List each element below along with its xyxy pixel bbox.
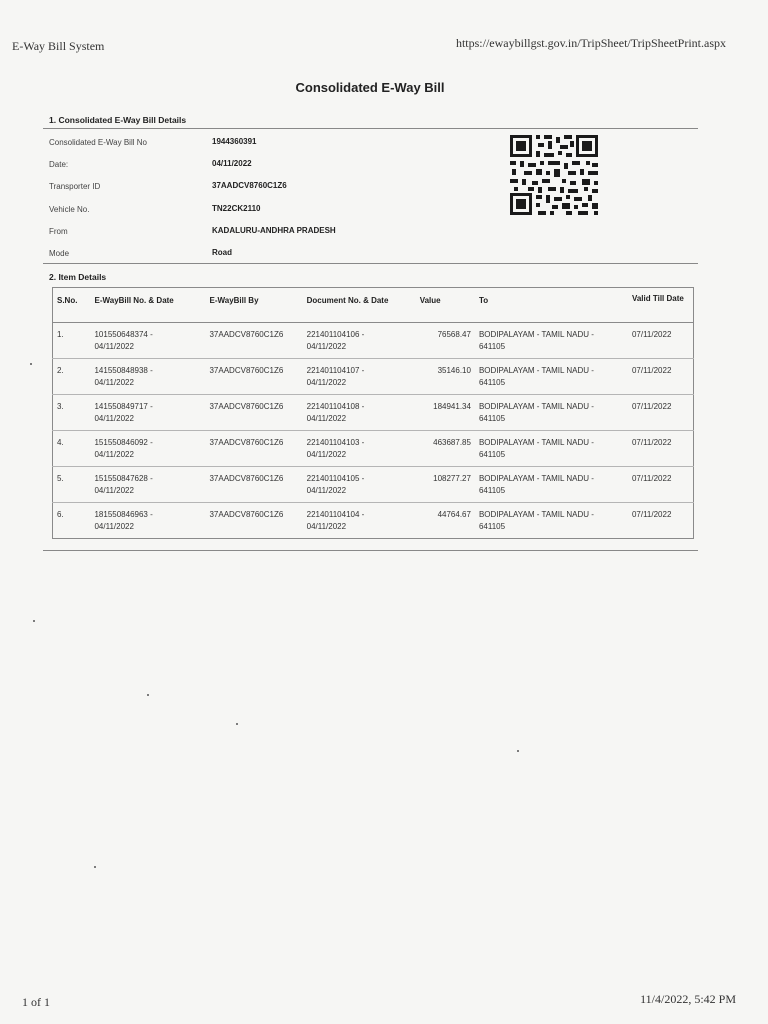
cell-sno-sno: 6. (57, 510, 64, 519)
scan-speck (33, 620, 35, 622)
cell-to-to-place: BODIPALAYAM - TAMIL NADU - (478, 474, 594, 483)
cell-ewaybill-by-by: 37AADCV8760C1Z6 (209, 474, 284, 483)
cell-to-to-pin: 641105 (478, 414, 506, 423)
page-title: Consolidated E-Way Bill (295, 80, 445, 95)
cell-ewaybill-no-date (90, 431, 205, 467)
print-header-title: E-Way Bill System (12, 39, 105, 53)
cell-ewaybill-no-date (90, 467, 205, 503)
cell-to-to-place: BODIPALAYAM - TAMIL NADU - (478, 402, 594, 411)
cell-value (416, 431, 475, 467)
cell-sno-sno: 4. (57, 438, 64, 447)
cell-valid-till-valid-till: 07/11/2022 (631, 402, 672, 411)
table-row (53, 395, 694, 431)
cell-document-no-date-doc-no: 221401104106 - (306, 330, 365, 339)
header-document-no-date: Document No. & Date (303, 288, 416, 323)
scan-speck (94, 866, 96, 868)
detail-value-from: KADALURU-ANDHRA PRADESH (212, 226, 336, 235)
detail-value-bill-no: 1944360391 (212, 137, 257, 146)
cell-valid-till (628, 395, 694, 431)
cell-to (475, 323, 628, 359)
cell-to-to-place: BODIPALAYAM - TAMIL NADU - (478, 330, 594, 339)
cell-sno-sno: 1. (57, 330, 64, 339)
cell-ewaybill-by (205, 503, 302, 539)
cell-ewaybill-by (205, 323, 302, 359)
cell-ewaybill-no-date-ewb-date: 04/11/2022 (94, 522, 134, 531)
cell-document-no-date-doc-date: 04/11/2022 (306, 522, 347, 531)
cell-to-to-pin: 641105 (478, 342, 506, 351)
item-details-table (52, 287, 694, 539)
header-ewaybill-by: E-WayBill By (205, 288, 302, 323)
cell-ewaybill-no-date-ewb-date: 04/11/2022 (94, 414, 134, 423)
page-number: 1 of 1 (22, 995, 50, 1009)
scan-speck (236, 723, 238, 725)
section-divider (43, 550, 698, 551)
cell-ewaybill-no-date (90, 503, 205, 539)
detail-label-date: Date: (49, 160, 69, 169)
cell-to (475, 431, 628, 467)
cell-to-to-pin: 641105 (478, 450, 506, 459)
cell-ewaybill-no-date-ewb-no: 141550849717 - (94, 402, 153, 411)
cell-ewaybill-by (205, 431, 302, 467)
cell-value-value: 108277.27 (433, 474, 471, 483)
detail-label-vehicle-no: Vehicle No. (49, 205, 90, 214)
cell-to-to-pin: 641105 (478, 486, 506, 495)
table-row (53, 503, 694, 539)
cell-valid-till (628, 467, 694, 503)
scan-speck (517, 750, 519, 752)
cell-valid-till (628, 323, 694, 359)
table-row (53, 323, 694, 359)
section-heading-item-details: 2. Item Details (49, 272, 107, 282)
cell-value-value: 35146.10 (437, 366, 471, 375)
cell-value-value: 463687.85 (433, 438, 471, 447)
cell-valid-till (628, 431, 694, 467)
cell-to-to-place: BODIPALAYAM - TAMIL NADU - (478, 510, 594, 519)
cell-valid-till-valid-till: 07/11/2022 (631, 510, 672, 519)
section-divider (43, 128, 698, 129)
section-heading-bill-details: 1. Consolidated E-Way Bill Details (49, 115, 187, 125)
table-row (53, 431, 694, 467)
cell-document-no-date (303, 467, 416, 503)
cell-document-no-date-doc-no: 221401104103 - (306, 438, 365, 447)
cell-document-no-date (303, 503, 416, 539)
cell-to-to-place: BODIPALAYAM - TAMIL NADU - (478, 366, 594, 375)
cell-valid-till-valid-till: 07/11/2022 (631, 330, 672, 339)
detail-label-bill-no: Consolidated E-Way Bill No (49, 138, 147, 147)
cell-ewaybill-by-by: 37AADCV8760C1Z6 (209, 402, 284, 411)
cell-document-no-date-doc-date: 04/11/2022 (306, 450, 347, 459)
cell-to (475, 359, 628, 395)
cell-value-value: 184941.34 (433, 402, 471, 411)
cell-to (475, 395, 628, 431)
cell-ewaybill-no-date-ewb-date: 04/11/2022 (94, 378, 134, 387)
detail-value-vehicle-no: TN22CK2110 (212, 204, 261, 213)
scan-speck (30, 363, 32, 365)
cell-sno-sno: 2. (57, 366, 64, 375)
cell-ewaybill-by-by: 37AADCV8760C1Z6 (209, 510, 284, 519)
cell-to (475, 503, 628, 539)
detail-value-mode: Road (212, 248, 232, 257)
cell-to-to-place: BODIPALAYAM - TAMIL NADU - (478, 438, 594, 447)
table-row (53, 467, 694, 503)
header-value: Value (416, 288, 475, 323)
print-header-url: https://ewaybillgst.gov.in/TripSheet/TripSheetPrint.aspx (455, 36, 726, 50)
cell-ewaybill-by-by: 37AADCV8760C1Z6 (209, 438, 284, 447)
cell-valid-till-valid-till: 07/11/2022 (631, 474, 672, 483)
qr-code-icon (508, 133, 600, 217)
cell-ewaybill-no-date (90, 395, 205, 431)
header-ewaybill-no-date: E-WayBill No. & Date (90, 288, 205, 323)
cell-ewaybill-by (205, 467, 302, 503)
scan-speck (147, 694, 149, 696)
cell-document-no-date (303, 395, 416, 431)
cell-ewaybill-by-by: 37AADCV8760C1Z6 (209, 366, 284, 375)
cell-value-value: 76568.47 (437, 330, 471, 339)
cell-document-no-date-doc-date: 04/11/2022 (306, 486, 347, 495)
print-timestamp: 11/4/2022, 5:42 PM (640, 992, 736, 1006)
cell-document-no-date-doc-no: 221401104105 - (306, 474, 365, 483)
cell-document-no-date (303, 431, 416, 467)
detail-label-from: From (49, 227, 68, 236)
cell-value-value: 44764.67 (437, 510, 471, 519)
cell-ewaybill-no-date (90, 323, 205, 359)
cell-valid-till-valid-till: 07/11/2022 (631, 366, 672, 375)
cell-ewaybill-no-date-ewb-no: 151550847628 - (94, 474, 153, 483)
cell-ewaybill-by (205, 395, 302, 431)
cell-sno-sno: 5. (57, 474, 64, 483)
cell-document-no-date-doc-date: 04/11/2022 (306, 342, 347, 351)
cell-ewaybill-no-date-ewb-date: 04/11/2022 (94, 450, 134, 459)
cell-valid-till-valid-till: 07/11/2022 (631, 438, 672, 447)
detail-value-date: 04/11/2022 (212, 159, 252, 168)
cell-ewaybill-no-date (90, 359, 205, 395)
cell-sno (53, 395, 91, 431)
cell-value (416, 323, 475, 359)
header-sno: S.No. (53, 288, 91, 323)
cell-sno (53, 323, 91, 359)
cell-ewaybill-no-date-ewb-no: 181550846963 - (94, 510, 153, 519)
cell-value (416, 467, 475, 503)
cell-value (416, 395, 475, 431)
cell-to (475, 467, 628, 503)
cell-ewaybill-no-date-ewb-date: 04/11/2022 (94, 342, 134, 351)
cell-sno (53, 359, 91, 395)
table-row (53, 359, 694, 395)
cell-document-no-date-doc-date: 04/11/2022 (306, 414, 347, 423)
detail-label-transporter-id: Transporter ID (49, 182, 101, 191)
table-header-row (53, 288, 694, 323)
cell-ewaybill-by (205, 359, 302, 395)
cell-valid-till (628, 359, 694, 395)
section-divider (43, 263, 698, 264)
cell-ewaybill-no-date-ewb-no: 101550648374 - (94, 330, 153, 339)
cell-sno (53, 503, 91, 539)
cell-to-to-pin: 641105 (478, 378, 506, 387)
cell-valid-till (628, 503, 694, 539)
cell-ewaybill-no-date-ewb-no: 141550848938 - (94, 366, 153, 375)
cell-ewaybill-by-by: 37AADCV8760C1Z6 (209, 330, 284, 339)
detail-value-transporter-id: 37AADCV8760C1Z6 (212, 181, 287, 190)
header-to: To (475, 288, 628, 323)
cell-document-no-date-doc-no: 221401104104 - (306, 510, 365, 519)
cell-document-no-date-doc-no: 221401104107 - (306, 366, 365, 375)
cell-value (416, 359, 475, 395)
detail-label-mode: Mode (49, 249, 70, 258)
cell-ewaybill-no-date-ewb-no: 151550846092 - (94, 438, 153, 447)
cell-document-no-date (303, 359, 416, 395)
cell-sno (53, 467, 91, 503)
cell-value (416, 503, 475, 539)
cell-document-no-date-doc-no: 221401104108 - (306, 402, 365, 411)
cell-document-no-date (303, 323, 416, 359)
cell-to-to-pin: 641105 (478, 522, 506, 531)
cell-sno-sno: 3. (57, 402, 64, 411)
cell-sno (53, 431, 91, 467)
cell-ewaybill-no-date-ewb-date: 04/11/2022 (94, 486, 134, 495)
cell-document-no-date-doc-date: 04/11/2022 (306, 378, 347, 387)
header-valid-till-date: Valid Till Date (628, 288, 694, 323)
